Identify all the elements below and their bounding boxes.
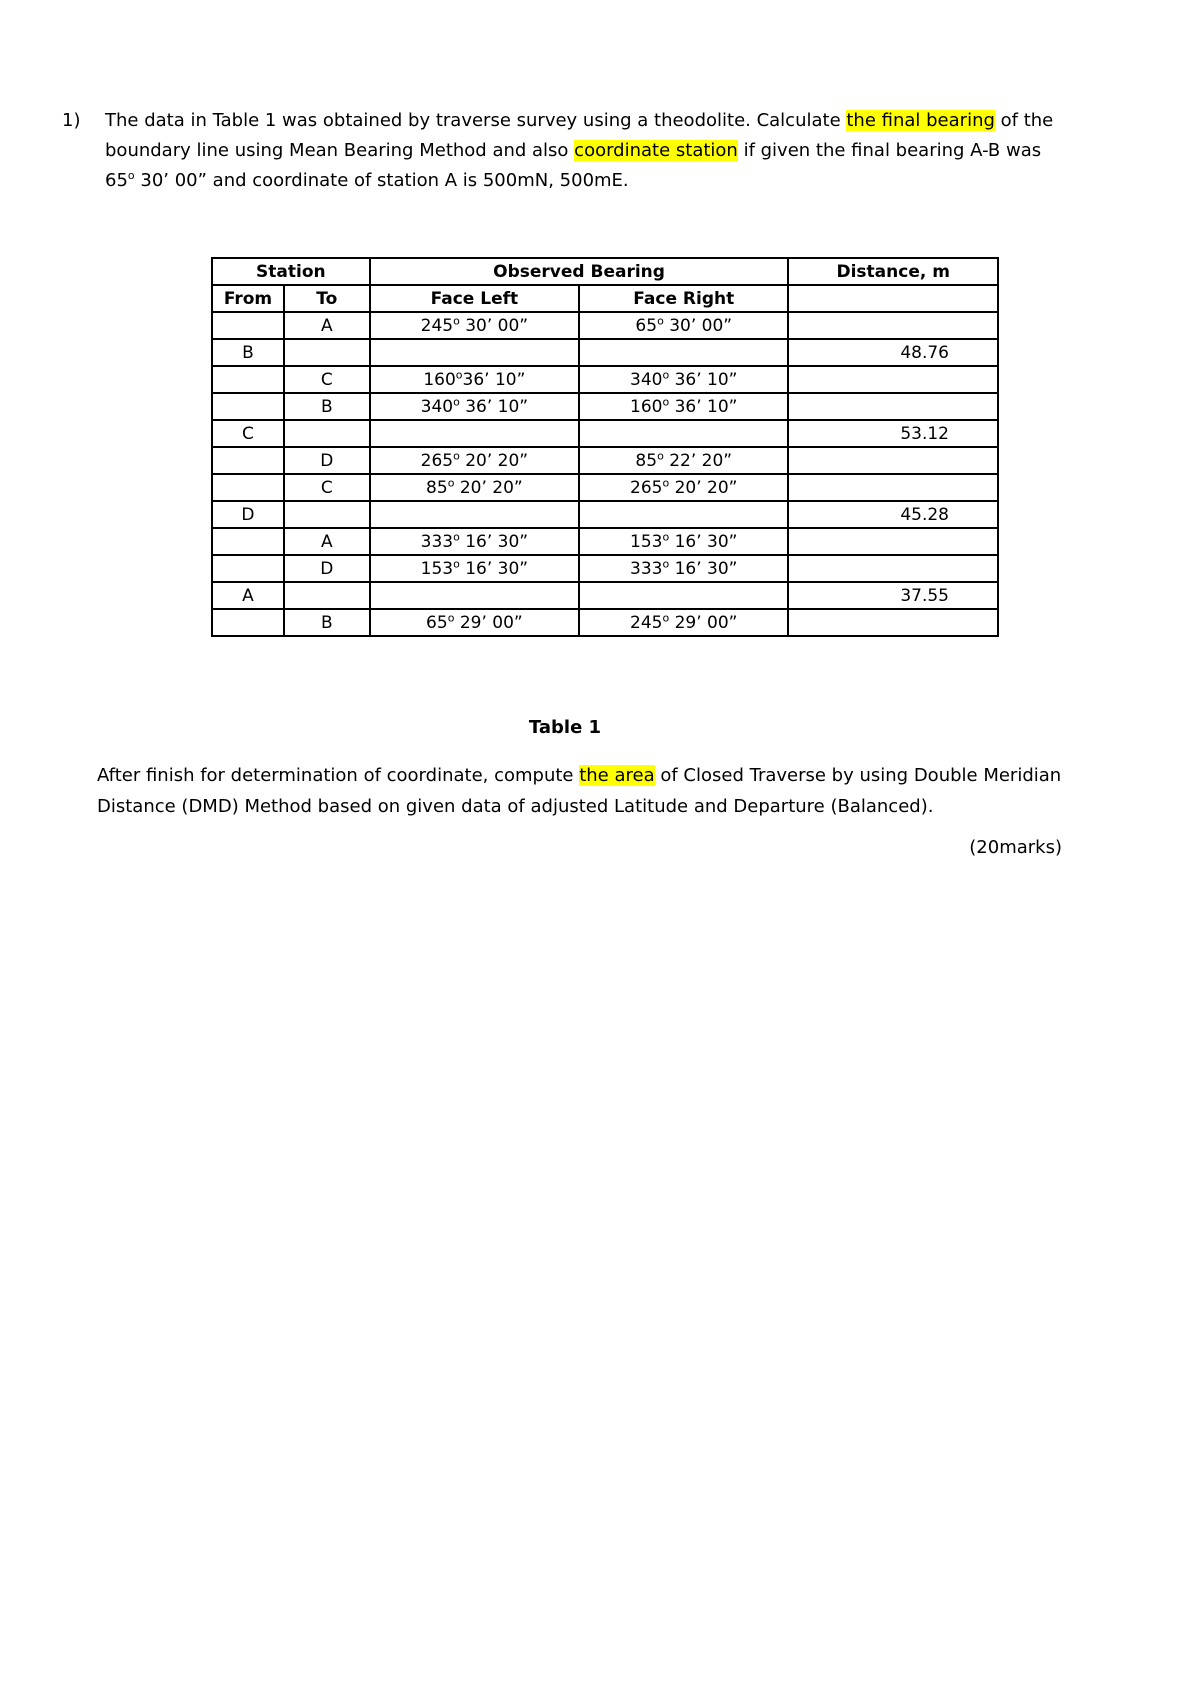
bearing-degrees: 333 xyxy=(630,558,663,579)
bearing-degrees: 160 xyxy=(423,369,456,390)
cell-to: D xyxy=(284,447,370,474)
highlight-the-area: the area xyxy=(579,765,655,786)
table-row xyxy=(212,501,998,528)
degree-symbol: o xyxy=(657,313,664,327)
bearing-degrees: 160 xyxy=(630,396,663,417)
question-number: 1) xyxy=(62,110,81,131)
cell-to: B xyxy=(284,609,370,636)
table-row xyxy=(212,447,998,474)
table-row xyxy=(212,393,998,420)
cell-face-left xyxy=(370,312,579,339)
cell-from xyxy=(212,366,284,393)
cell-to xyxy=(284,582,370,609)
cell-from xyxy=(212,447,284,474)
table-row xyxy=(212,366,998,393)
bearing-degrees: 85 xyxy=(426,477,448,498)
cell-face-right xyxy=(579,366,788,393)
table-row xyxy=(212,339,998,366)
bearing-minutes-seconds: 22’ 20” xyxy=(663,450,733,471)
question-text xyxy=(105,106,1072,196)
bearing-minutes-seconds: 29’ 00” xyxy=(669,612,738,633)
cell-face-right xyxy=(579,555,788,582)
cell-face-left xyxy=(370,420,579,447)
bearing-minutes-seconds: 16’ 30” xyxy=(669,558,738,579)
header-distance: Distance, m xyxy=(788,258,998,285)
cell-face-right xyxy=(579,339,788,366)
bearing-minutes-seconds: 16’ 30” xyxy=(669,531,738,552)
degree-symbol: o xyxy=(453,394,460,408)
given-bearing-degrees: 65 xyxy=(105,170,128,191)
bearing-minutes-seconds: 30’ 00” xyxy=(459,315,529,336)
cell-from xyxy=(212,474,284,501)
header-observed-bearing: Observed Bearing xyxy=(370,258,789,285)
bearing-minutes-seconds: 36’ 10” xyxy=(669,396,738,417)
table-subheader-row xyxy=(212,285,998,312)
cell-distance: 37.55 xyxy=(788,582,998,609)
question-text-part3: if given the final bearing A-B was xyxy=(737,140,1042,161)
bearing-degrees: 340 xyxy=(630,369,663,390)
degree-symbol: o xyxy=(662,610,670,624)
bearing-degrees: 65 xyxy=(426,612,448,633)
highlight-coordinate-station: coordinate station xyxy=(574,140,738,161)
cell-face-left xyxy=(370,609,579,636)
cell-distance: 48.76 xyxy=(788,339,998,366)
header-station: Station xyxy=(212,258,370,285)
table-body xyxy=(212,312,998,636)
cell-to xyxy=(284,339,370,366)
degree-symbol: o xyxy=(127,169,135,182)
table-row xyxy=(212,312,998,339)
cell-from xyxy=(212,609,284,636)
marks-label: (20marks) xyxy=(969,837,1062,858)
cell-face-right xyxy=(579,528,788,555)
cell-face-left xyxy=(370,528,579,555)
cell-distance xyxy=(788,366,998,393)
degree-symbol: o xyxy=(657,448,664,462)
table-caption: Table 1 xyxy=(528,717,602,738)
degree-symbol: o xyxy=(453,556,460,570)
cell-face-right xyxy=(579,501,788,528)
cell-from: A xyxy=(212,582,284,609)
cell-face-left xyxy=(370,393,579,420)
degree-symbol: o xyxy=(662,529,670,543)
cell-face-right xyxy=(579,474,788,501)
cell-to xyxy=(284,501,370,528)
followup-text xyxy=(97,760,1087,822)
cell-from xyxy=(212,312,284,339)
bearing-degrees: 265 xyxy=(630,477,663,498)
header-distance-blank xyxy=(788,285,998,312)
cell-from: C xyxy=(212,420,284,447)
followup-part1: After finish for determination of coordinate, compute xyxy=(97,765,580,786)
header-face-right: Face Right xyxy=(579,285,788,312)
bearing-minutes-seconds: 20’ 20” xyxy=(459,450,529,471)
bearing-minutes-seconds: 16’ 30” xyxy=(459,531,529,552)
degree-symbol: o xyxy=(662,367,670,381)
degree-symbol: o xyxy=(447,610,455,624)
cell-distance xyxy=(788,555,998,582)
cell-to: D xyxy=(284,555,370,582)
cell-face-left xyxy=(370,366,579,393)
cell-face-left xyxy=(370,339,579,366)
header-from: From xyxy=(212,285,284,312)
bearing-minutes-seconds: 30’ 00” xyxy=(663,315,733,336)
degree-symbol: o xyxy=(662,394,670,408)
cell-to: C xyxy=(284,366,370,393)
cell-face-right xyxy=(579,312,788,339)
cell-from: B xyxy=(212,339,284,366)
bearing-minutes-seconds: 36’ 10” xyxy=(669,369,738,390)
bearing-minutes-seconds: 36’ 10” xyxy=(459,396,529,417)
followup-part2: of Closed Traverse by using Double Meridian Distance (DMD) Method based on given data of adjusted Latitude and Departure (Balanced). xyxy=(97,765,1062,817)
given-bearing-minutes-seconds: 30’ 00” xyxy=(134,170,207,191)
cell-distance xyxy=(788,447,998,474)
question-text-part1: The data in Table 1 was obtained by traverse survey using a theodolite. Calculate xyxy=(105,110,847,131)
cell-distance: 53.12 xyxy=(788,420,998,447)
table-row xyxy=(212,528,998,555)
bearing-degrees: 245 xyxy=(630,612,663,633)
table-row xyxy=(212,609,998,636)
table-row xyxy=(212,582,998,609)
bearing-degrees: 153 xyxy=(420,558,454,579)
cell-to: A xyxy=(284,312,370,339)
degree-symbol: o xyxy=(662,556,670,570)
cell-face-right xyxy=(579,609,788,636)
cell-face-right xyxy=(579,420,788,447)
highlight-final-bearing: the final bearing xyxy=(846,110,995,131)
cell-distance xyxy=(788,528,998,555)
degree-symbol: o xyxy=(662,475,670,489)
header-to: To xyxy=(284,285,370,312)
cell-distance: 45.28 xyxy=(788,501,998,528)
cell-face-right xyxy=(579,393,788,420)
cell-distance xyxy=(788,609,998,636)
bearing-minutes-seconds: 29’ 00” xyxy=(454,612,523,633)
degree-symbol: o xyxy=(447,475,455,489)
header-face-left: Face Left xyxy=(370,285,579,312)
bearing-minutes-seconds: 16’ 30” xyxy=(459,558,529,579)
cell-face-left xyxy=(370,582,579,609)
cell-face-left xyxy=(370,447,579,474)
question-1 xyxy=(62,106,1072,196)
degree-symbol: o xyxy=(455,367,463,381)
cell-from xyxy=(212,555,284,582)
cell-to: C xyxy=(284,474,370,501)
bearing-minutes-seconds: 20’ 20” xyxy=(669,477,738,498)
bearing-degrees: 340 xyxy=(420,396,454,417)
cell-face-left xyxy=(370,501,579,528)
bearing-degrees: 85 xyxy=(635,450,658,471)
traverse-table xyxy=(211,257,999,637)
bearing-degrees: 265 xyxy=(420,450,454,471)
question-text-part2: of the boundary line using Mean Bearing Method and also xyxy=(105,110,1054,161)
cell-distance xyxy=(788,474,998,501)
table-row xyxy=(212,420,998,447)
cell-distance xyxy=(788,393,998,420)
cell-face-left xyxy=(370,474,579,501)
cell-face-right xyxy=(579,582,788,609)
bearing-degrees: 153 xyxy=(630,531,663,552)
cell-to: A xyxy=(284,528,370,555)
question-text-part4: and coordinate of station A is 500mN, 500mE. xyxy=(206,170,629,191)
bearing-minutes-seconds: 20’ 20” xyxy=(454,477,523,498)
degree-symbol: o xyxy=(453,448,460,462)
bearing-degrees: 333 xyxy=(420,531,454,552)
table-header-row xyxy=(212,258,998,285)
cell-to: B xyxy=(284,393,370,420)
bearing-minutes-seconds: 36’ 10” xyxy=(462,369,526,390)
bearing-degrees: 65 xyxy=(635,315,658,336)
table-row xyxy=(212,474,998,501)
cell-face-left xyxy=(370,555,579,582)
cell-distance xyxy=(788,312,998,339)
degree-symbol: o xyxy=(453,313,460,327)
cell-to xyxy=(284,420,370,447)
bearing-degrees: 245 xyxy=(420,315,454,336)
cell-from xyxy=(212,528,284,555)
cell-face-right xyxy=(579,447,788,474)
cell-from xyxy=(212,393,284,420)
degree-symbol: o xyxy=(453,529,460,543)
table-row xyxy=(212,555,998,582)
cell-from: D xyxy=(212,501,284,528)
